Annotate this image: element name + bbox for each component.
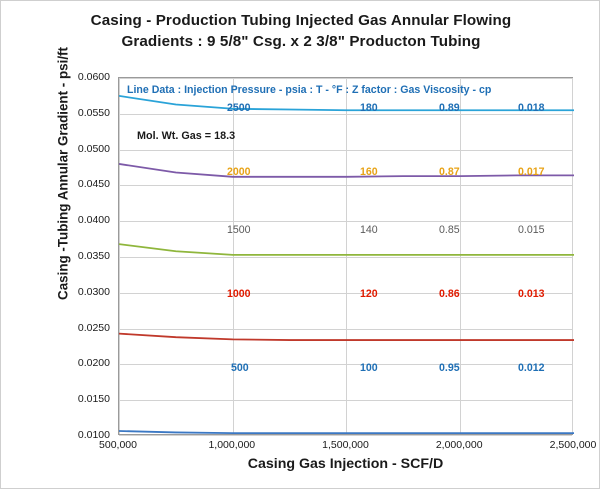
annotation-zfactor-500: 0.95 (439, 362, 460, 374)
y-tick-label: 0.0200 (77, 357, 110, 370)
y-tick-label: 0.0600 (77, 71, 110, 83)
x-tick-label: 1,000,000 (208, 439, 256, 451)
annotation-temp-2000: 160 (360, 166, 378, 178)
y-tick-label: 0.0150 (77, 393, 110, 406)
mol-wt-annotation: Mol. Wt. Gas = 18.3 (137, 130, 236, 142)
annotation-pressure-2500: 2500 (227, 102, 251, 114)
x-tick-label: 2,000,000 (435, 439, 483, 451)
x-axis-label: Casing Gas Injection - SCF/D (247, 456, 444, 472)
y-tick-label: 0.0350 (77, 250, 110, 262)
annotation-viscosity-1000: 0.013 (518, 288, 545, 300)
y-tick-label: 0.0300 (77, 285, 110, 298)
annotation-zfactor-2000: 0.87 (439, 166, 460, 178)
chart-title-line-1: Casing - Production Tubing Injected Gas Annular Flowing (90, 12, 512, 29)
annotation-pressure-500: 500 (231, 362, 249, 374)
annotation-zfactor-1000: 0.86 (439, 288, 460, 300)
annotation-temp-1500: 140 (360, 224, 378, 236)
line-series-2000 (119, 164, 574, 177)
x-tick-label: 500,000 (99, 439, 137, 451)
line-series-1000 (119, 334, 574, 340)
annotation-viscosity-500: 0.012 (518, 362, 545, 374)
y-tick-label: 0.0500 (77, 142, 110, 155)
annotation-zfactor-2500: 0.89 (439, 102, 460, 114)
annotation-temp-2500: 180 (360, 102, 378, 114)
y-tick-label: 0.0250 (77, 321, 110, 334)
annotation-viscosity-1500: 0.015 (518, 224, 545, 236)
y-axis-label: Casing -Tubing Annular Gradient - psi/ft (55, 47, 71, 300)
y-tick-label: 0.0550 (77, 106, 110, 119)
y-tick-label: 0.0100 (77, 429, 110, 441)
annotation-temp-500: 100 (360, 362, 378, 374)
line-series-1500 (119, 244, 574, 255)
y-tick-label: 0.0400 (77, 214, 110, 227)
legend-header-note: Line Data : Injection Pressure - psia : T - °F : Z factor : Gas Viscosity - cp (127, 84, 492, 96)
annotation-viscosity-2000: 0.017 (518, 166, 545, 178)
plot-area (118, 77, 573, 435)
line-series-2500 (119, 96, 574, 110)
chart-title (19, 11, 583, 52)
annotation-zfactor-1500: 0.85 (439, 224, 460, 236)
annotation-pressure-1000: 1000 (227, 288, 251, 300)
y-tick-label: 0.0450 (77, 178, 110, 191)
annotation-pressure-2000: 2000 (227, 166, 251, 178)
annotation-viscosity-2500: 0.018 (518, 102, 545, 114)
x-tick-label: 2,500,000 (549, 439, 597, 451)
annotation-pressure-1500: 1500 (227, 224, 251, 236)
line-series-500 (119, 431, 574, 433)
chart-title-line-2: Gradients : 9 5/8" Csg. x 2 3/8" Producton Tubing (121, 32, 481, 50)
x-tick-label: 1,500,000 (322, 439, 369, 451)
annotation-temp-1000: 120 (360, 288, 378, 300)
